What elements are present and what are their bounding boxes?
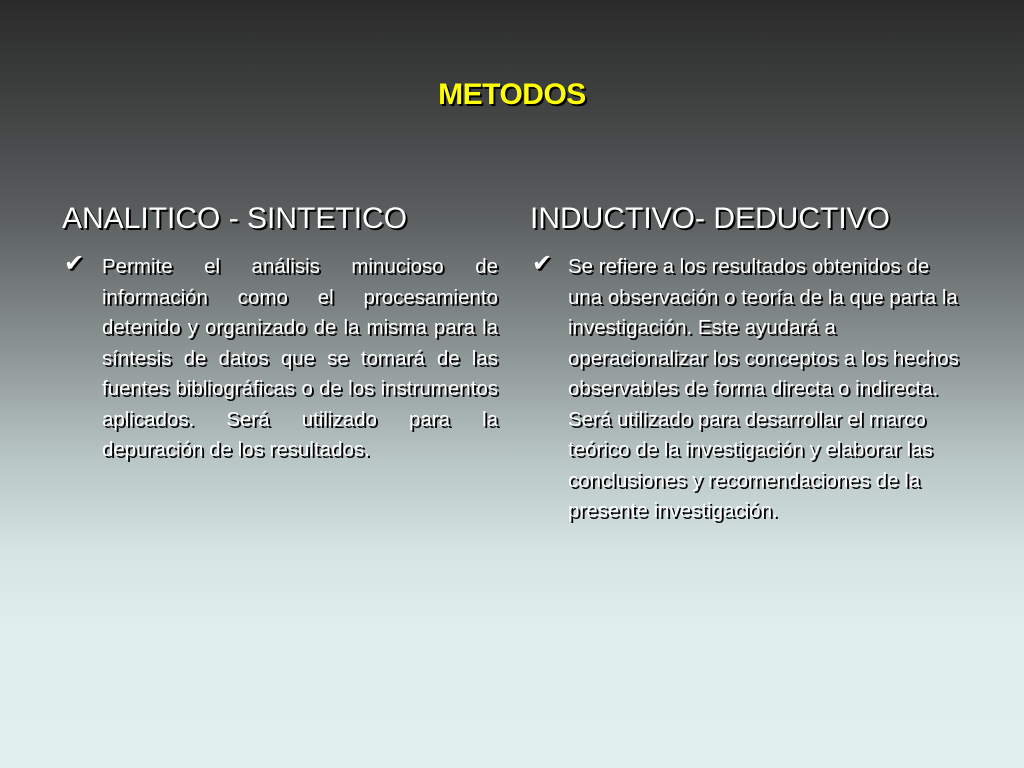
column-analitico-sintetico <box>62 200 498 466</box>
bullet-text: Se refiere a los resultados obtenidos de una observación o teoría de la que parta la investigación. Este ayudará a operacionalizar los conceptos a los hechos observables de forma directa o indirecta. Será utilizado para desarrollar el marco teórico de la investigación y elaborar las conclusiones y recomendaciones de la presente investigación. <box>568 255 959 522</box>
bullet-item <box>62 249 498 466</box>
column-heading-analitico-sintetico: ANALITICO - SINTETICO <box>62 202 408 235</box>
column-inductivo-deductivo <box>530 200 960 527</box>
check-icon: ✔ <box>64 249 85 277</box>
column-heading-inductivo-deductivo: INDUCTIVO- DEDUCTIVO <box>530 202 890 235</box>
bullet-item <box>530 249 960 527</box>
slide-title: METODOS <box>438 78 586 111</box>
bullet-text: Permite el análisis minucioso de información como el procesamiento detenido y organizado de la misma para la síntesis de datos que se tomará de las fuentes bibliográficas o de los instrumentos aplicados. Será utilizado para la depuración de los resultados. <box>102 255 498 461</box>
check-icon: ✔ <box>532 249 553 277</box>
